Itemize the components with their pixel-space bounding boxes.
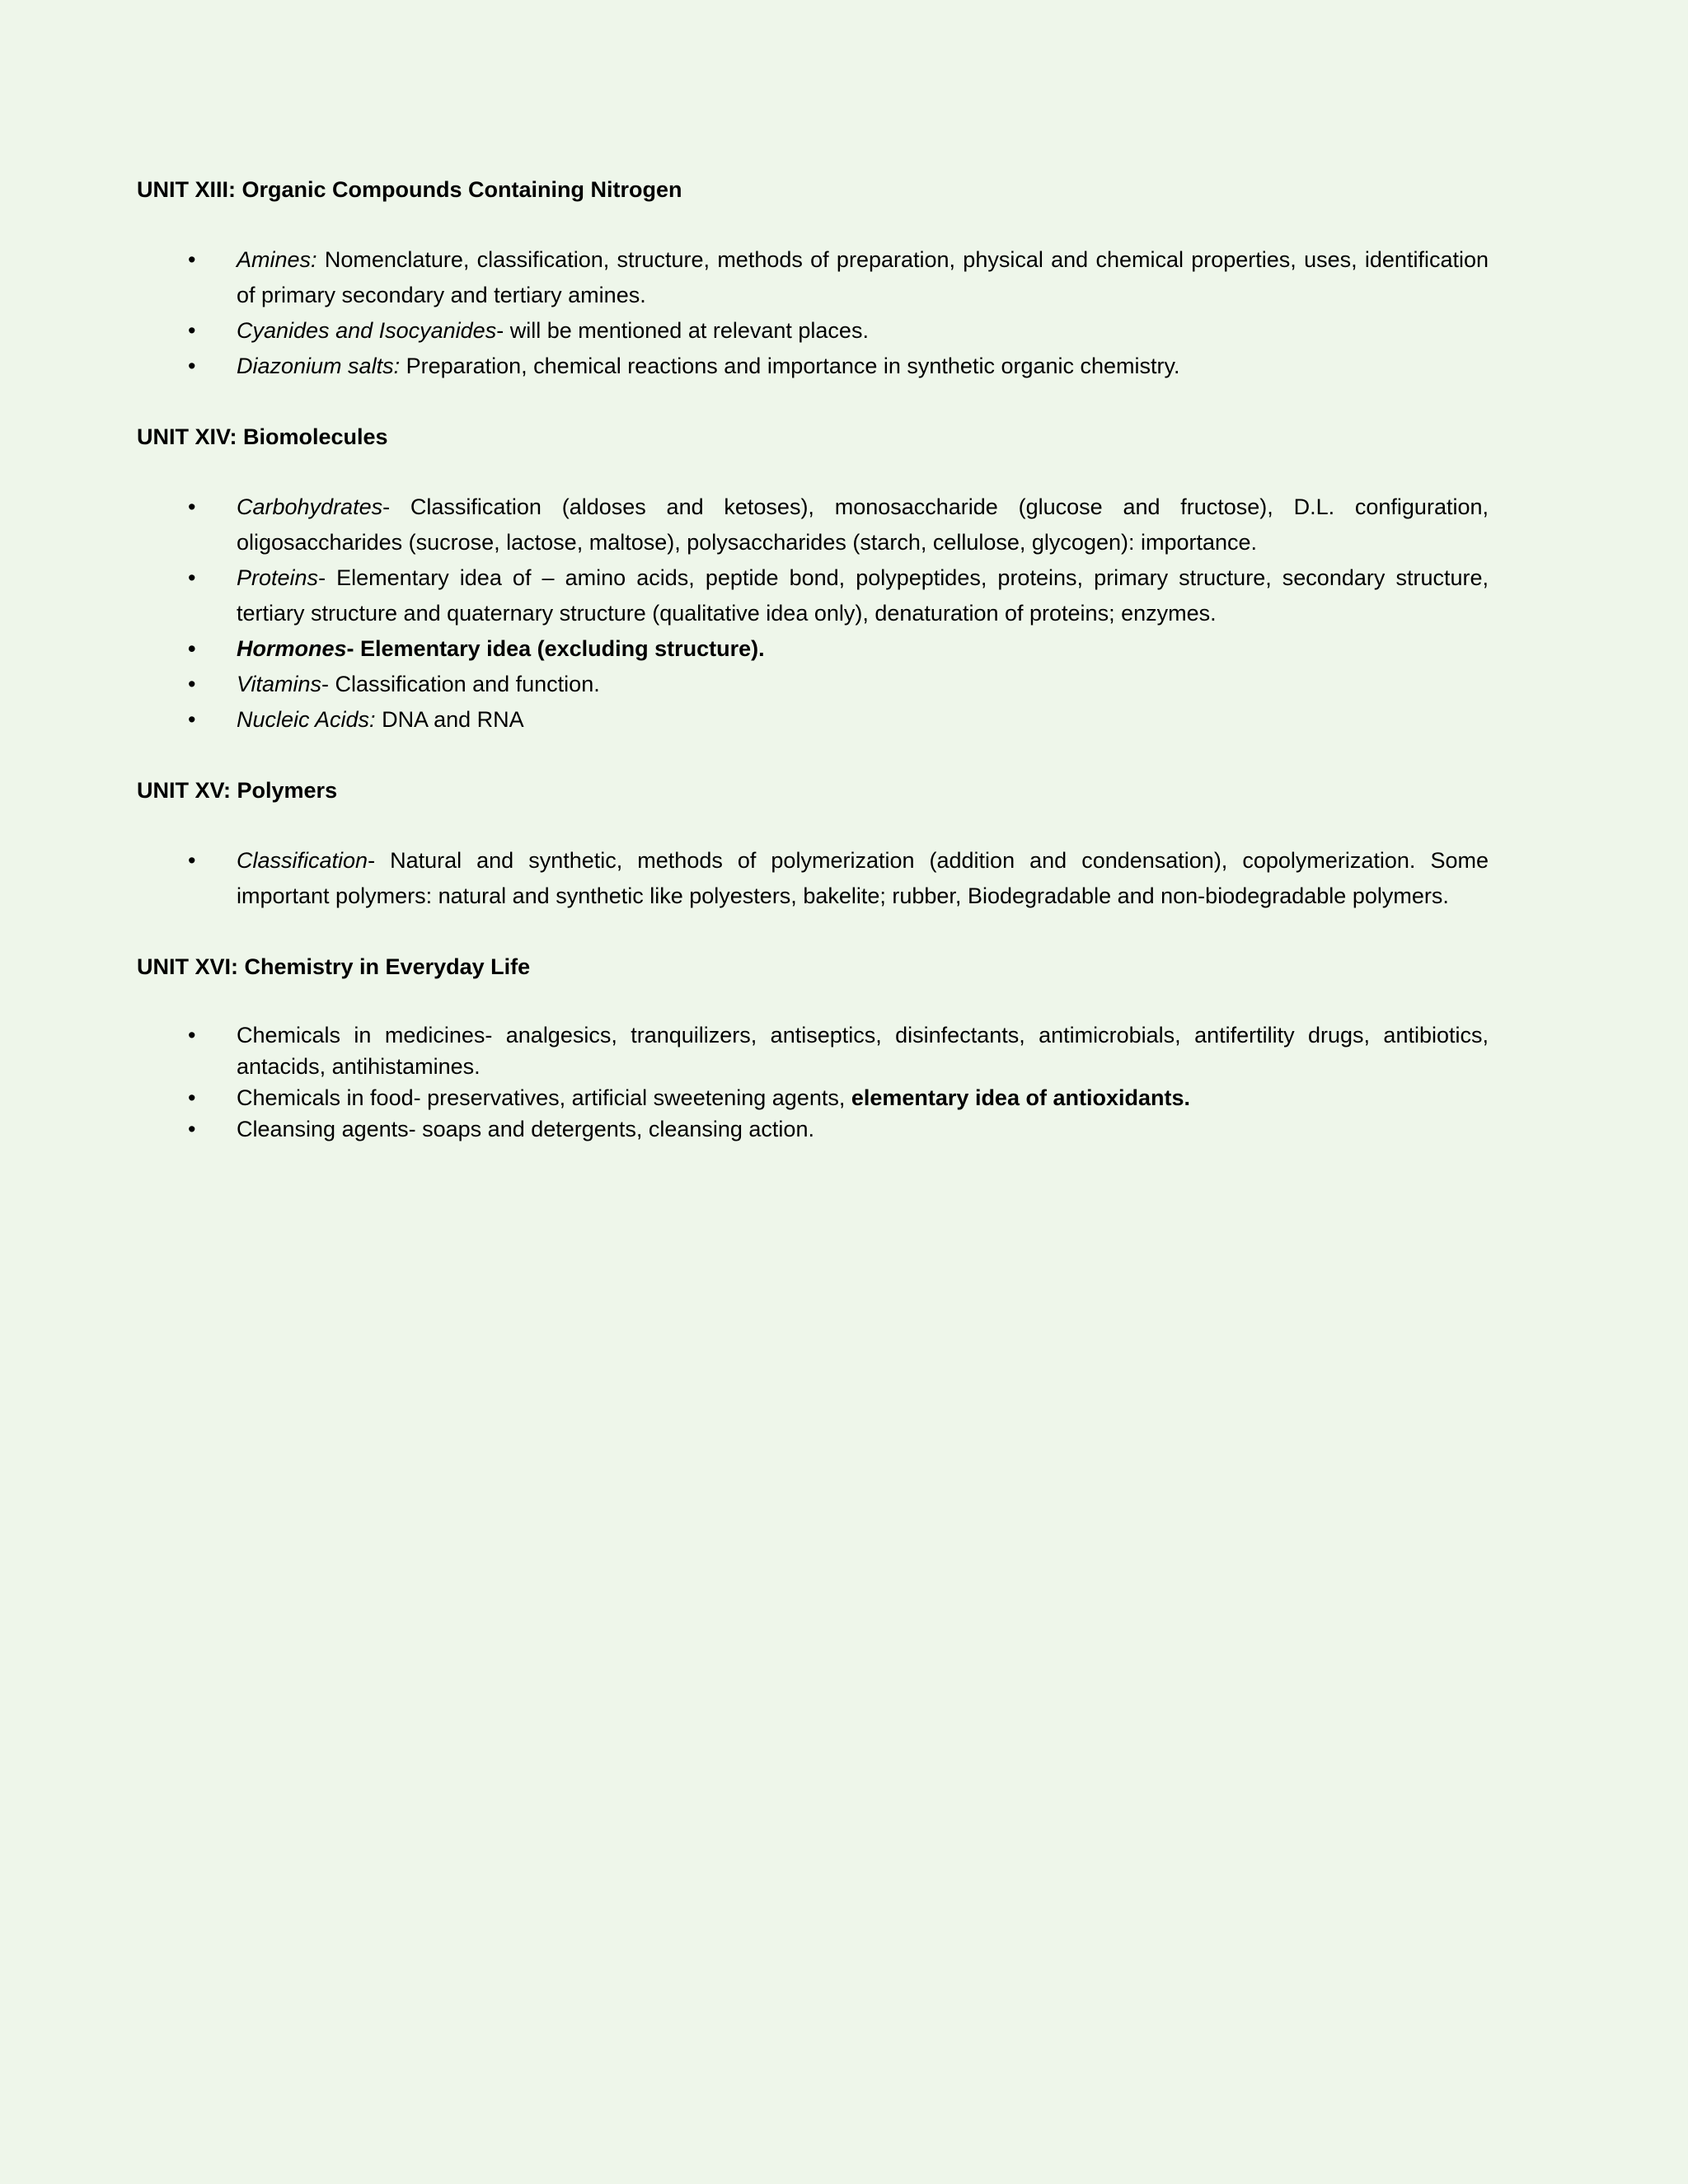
topic-term: Classification (237, 848, 368, 873)
list-item (137, 490, 1489, 560)
topic-text: DNA and RNA (375, 707, 524, 732)
list-item (137, 349, 1489, 384)
bullet-icon: • (188, 565, 196, 590)
bullet-icon: • (188, 318, 196, 343)
bullet-icon: • (188, 848, 196, 873)
unit-heading: UNIT XIII: Organic Compounds Containing Nitrogen (137, 177, 682, 202)
bullet-icon: • (188, 1117, 196, 1141)
unit-heading: UNIT XV: Polymers (137, 778, 338, 803)
topic-list (137, 242, 1489, 384)
topic-emphasis: elementary idea of antioxidants. (851, 1085, 1190, 1110)
topic-text: - Elementary idea of – amino acids, peptide bond, polypeptides, proteins, primary structure, secondary structure, tertiary structure and quaternary structure (qualitative idea only), denaturation of proteins; enzymes. (237, 565, 1489, 626)
topic-list (137, 843, 1489, 914)
bullet-icon: • (188, 354, 196, 378)
unit-xvi (137, 950, 1489, 1145)
syllabus-content (137, 173, 1489, 1145)
bullet-icon: • (188, 1085, 196, 1110)
unit-xiii (137, 173, 1489, 384)
topic-text: Nomenclature, classification, structure, methods of preparation, physical and chemical properties, uses, identification of primary secondary and tertiary amines. (237, 247, 1489, 307)
list-item (137, 1019, 1489, 1082)
bullet-icon: • (188, 707, 196, 732)
topic-text: - Natural and synthetic, methods of polymerization (addition and condensation), copolymerization. Some important polymers: natural and synthetic like polyesters, bakelite; rubber, Biodegradable and non-biodegradable polymers. (237, 848, 1489, 908)
topic-text: Chemicals in medicines- analgesics, tranquilizers, antiseptics, disinfectants, antimicrobials, antifertility drugs, antibiotics, antacids, antihistamines. (237, 1023, 1489, 1079)
topic-term: Proteins (237, 565, 319, 590)
list-item (137, 560, 1489, 631)
unit-heading: UNIT XIV: Biomolecules (137, 424, 388, 449)
topic-term: Amines: (237, 247, 317, 272)
bullet-icon: • (188, 672, 196, 696)
list-item (137, 1082, 1489, 1113)
topic-list (137, 1019, 1489, 1145)
topic-text: - Classification (aldoses and ketoses), monosaccharide (glucose and fructose), D.L. configuration, oligosaccharides (sucrose, lactose, maltose), polysaccharides (starch, cellulose, glycogen): importance. (237, 494, 1489, 555)
list-item (137, 702, 1489, 738)
unit-xv (137, 774, 1489, 914)
topic-term: Cyanides and Isocyanides (237, 318, 497, 343)
topic-text: - Classification and function. (321, 672, 600, 696)
list-item (137, 1113, 1489, 1145)
bullet-icon: • (188, 1023, 196, 1047)
topic-text: Preparation, chemical reactions and importance in synthetic organic chemistry. (400, 354, 1180, 378)
topic-text: - Elementary idea (excluding structure). (346, 636, 765, 661)
topic-text: - will be mentioned at relevant places. (496, 318, 869, 343)
bullet-icon: • (188, 494, 196, 519)
unit-xiv (137, 420, 1489, 738)
list-item (137, 313, 1489, 349)
bullet-icon: • (188, 247, 196, 272)
bullet-icon: • (188, 636, 196, 661)
list-item (137, 242, 1489, 313)
topic-term: Carbohydrates (237, 494, 383, 519)
topic-text: Cleansing agents- soaps and detergents, cleansing action. (237, 1117, 814, 1141)
topic-text: Chemicals in food- preservatives, artificial sweetening agents, (237, 1085, 851, 1110)
topic-term: Hormones (237, 636, 347, 661)
topic-list (137, 490, 1489, 738)
topic-term: Nucleic Acids: (237, 707, 376, 732)
list-item (137, 631, 1489, 667)
topic-term: Diazonium salts: (237, 354, 401, 378)
list-item (137, 667, 1489, 702)
unit-heading: UNIT XVI: Chemistry in Everyday Life (137, 954, 531, 979)
list-item (137, 843, 1489, 914)
topic-term: Vitamins (237, 672, 322, 696)
